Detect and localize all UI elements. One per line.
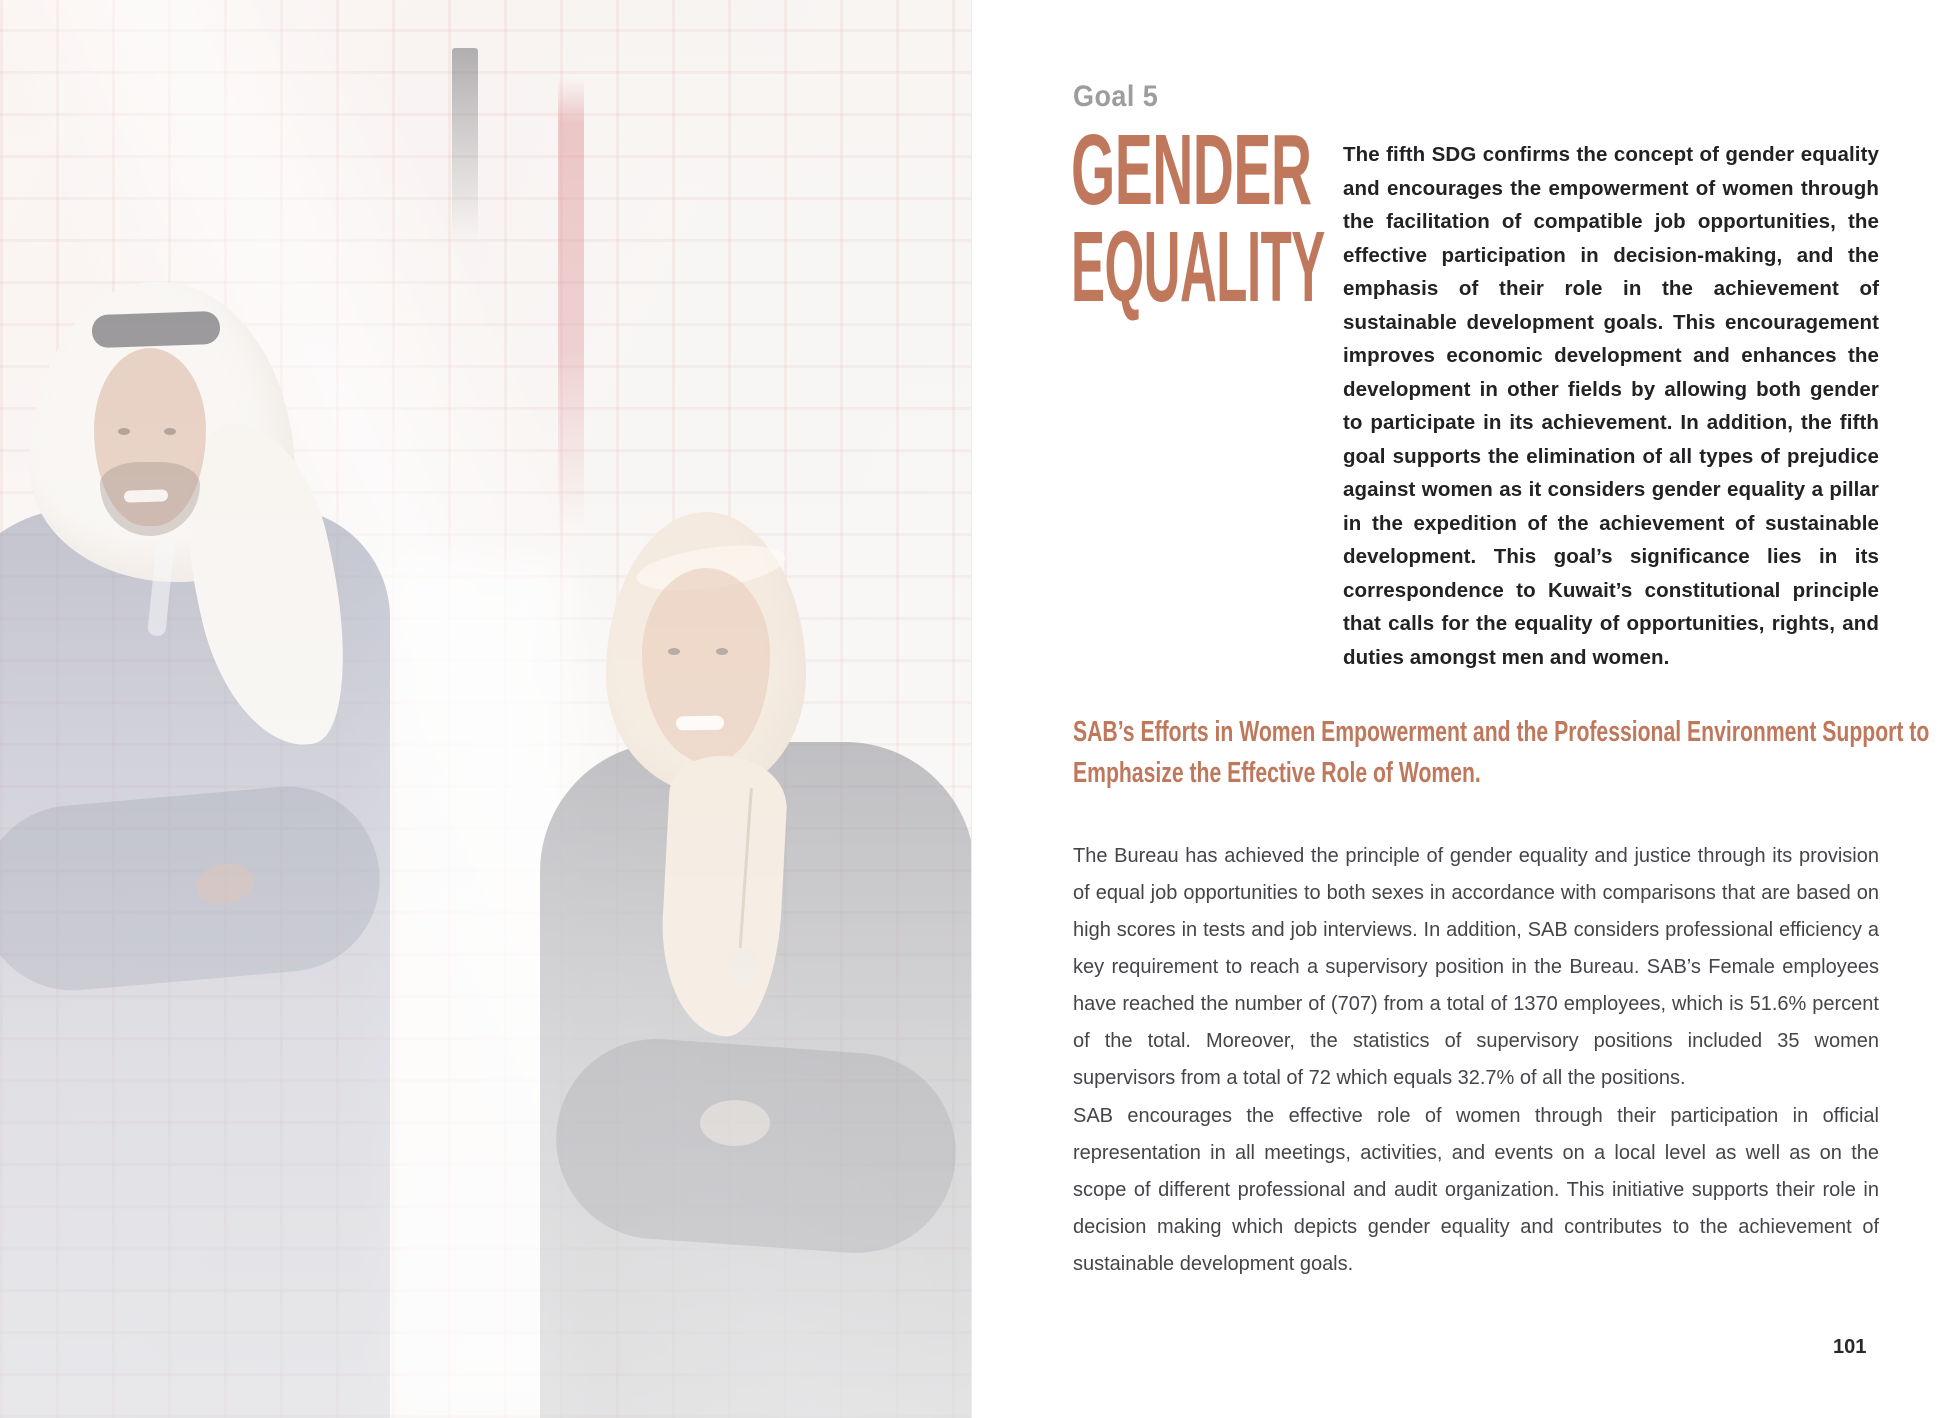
photo-white-fade-overlay [0,0,971,1418]
cover-photo [0,0,972,1418]
body-paragraph-2: SAB encourages the effective role of women through their participation in official representation in all meetings, activities, and events on a local level as well as on the scope of different professional and audit organization. This initiative supports their role in decision making which depicts gender equality and contributes to the achievement of sustainable development goals. [1073,1105,1879,1275]
goal-label: Goal 5 [1073,80,1159,113]
body-paragraph-1: The Bureau has achieved the principle of gender equality and justice through its provision of equal job opportunities to both sexes in accordance with comparisons that are based on high scores in tests and job interviews. In addition, SAB considers professional efficiency a key requirement to reach a supervisory position in the Bureau. SAB’s Female employees have reached the number of (707) from a total of 1370 employees, which is 51.6% percent of the total. Moreover, the statistics of supervisory positions included 35 women supervisors from a total of 72 which equals 32.7% of all the positions. [1073,845,1879,1089]
page-title-line-1: GENDER [1071,114,1312,226]
section-subheading-line-1: SAB’s Efforts in Women Empowerment and the Professional Environment Support to [1073,716,1930,748]
page-title-line-2: EQUALITY [1071,211,1325,323]
section-subheading-line-2: Emphasize the Effective Role of Women. [1073,757,1481,789]
page-number: 101 [1833,1336,1867,1358]
section-subheading [1073,712,1949,794]
intro-paragraph: The fifth SDG confirms the concept of gender equality and encourages the empowerment of women through the facilitation of compatible job opportunities, the effective participation in decision-making, and the emphasis of their role in the achievement of sustainable development goals. This encouragement improves economic development and enhances the development in other fields by allowing both gender to participate in its achievement. In addition, the fifth goal supports the elimination of all types of prejudice against women as it considers gender equality a pillar in the expedition of the achievement of sustainable development. This goal’s significance lies in its correspondence to Kuwait’s constitutional principle that calls for the equality of opportunities, rights, and duties amongst men and women. [1343,143,1879,669]
